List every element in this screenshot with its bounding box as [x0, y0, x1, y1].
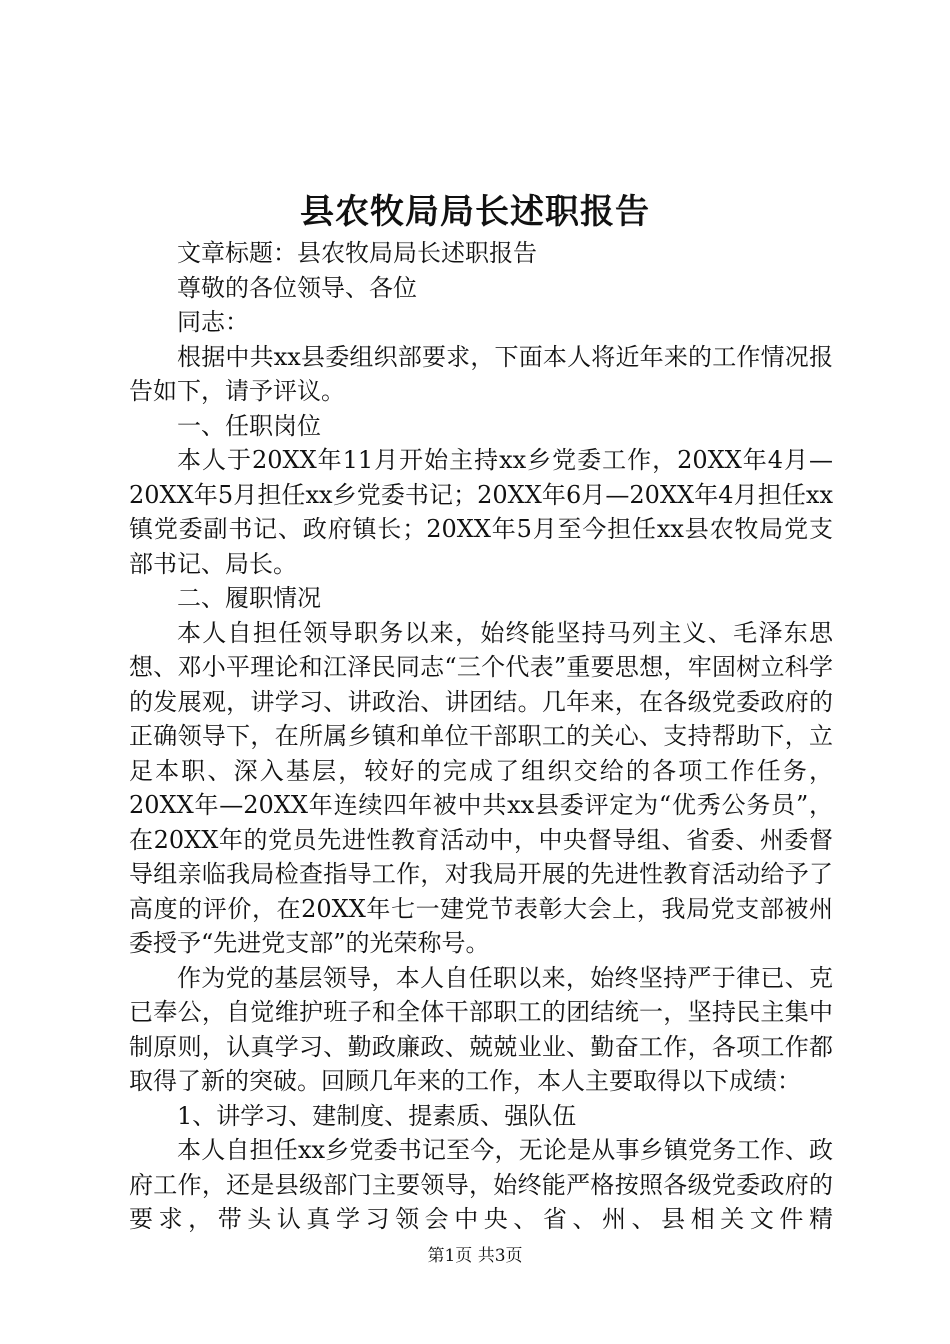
document-title: 县农牧局局长述职报告	[300, 192, 650, 232]
section-heading-positions: 一、任职岗位	[177, 411, 321, 440]
performance-paragraph: 本人自担任领导职务以来，始终能坚持马列主义、毛泽东思想、邓小平理论和江泽民同志“三个代表”重要思想，牢固树立科学的发展观，讲学习、讲政治、讲团结。几年来，在各级党委政府的正确领导下，在所属乡镇和单位干部职工的关心、支持帮助下，立足本职、深入基层，较好的完成了组织交给的各项工作任务，20XX年—20XX年连续四年被中共xx县委评定为“优秀公务员”，在20XX年的党员先进性教育活动中，中央督导组、省委、州委督导组亲临我局检查指导工作，对我局开展的先进性教育活动给予了高度的评价，在20XX年七一建党节表彰大会上，我局党支部被州委授予“先进党支部”的光荣称号。	[129, 618, 833, 957]
leadership-paragraph: 作为党的基层领导，本人自任职以来，始终坚持严于律已、克已奉公，自觉维护班子和全体干部职工的团结统一，坚持民主集中制原则，认真学习、勤政廉政、兢兢业业、勤奋工作，各项工作都取得了新的突破。回顾几年来的工作，本人主要取得以下成绩：	[129, 963, 833, 1095]
salutation-continuation: 同志：	[177, 308, 249, 336]
page-footer: 第1页 共3页	[427, 1246, 523, 1266]
intro-paragraph: 根据中共xx县委组织部要求，下面本人将近年来的工作情况报告如下，请予评议。	[129, 342, 833, 405]
document-body	[129, 236, 833, 1237]
article-title-line: 文章标题：县农牧局局长述职报告	[177, 239, 537, 267]
salutation-line: 尊敬的各位领导、各位	[177, 273, 417, 302]
positions-paragraph: 本人于20XX年11月开始主持xx乡党委工作，20XX年4月—20XX年5月担任xx乡党委书记；20XX年6月—20XX年4月担任xx镇党委副书记、政府镇长；20XX年5月至今担任xx县农牧局党支部书记、局长。	[129, 446, 833, 578]
subheading-study: 1、讲学习、建制度、提素质、强队伍	[177, 1101, 577, 1130]
section-heading-performance: 二、履职情况	[177, 584, 321, 612]
study-paragraph: 本人自担任xx乡党委书记至今，无论是从事乡镇党务工作、政府工作，还是县级部门主要领导，始终能严格按照各级党委政府的要求，带头认真学习领会中央、省、州、县相关文件精	[129, 1136, 833, 1233]
